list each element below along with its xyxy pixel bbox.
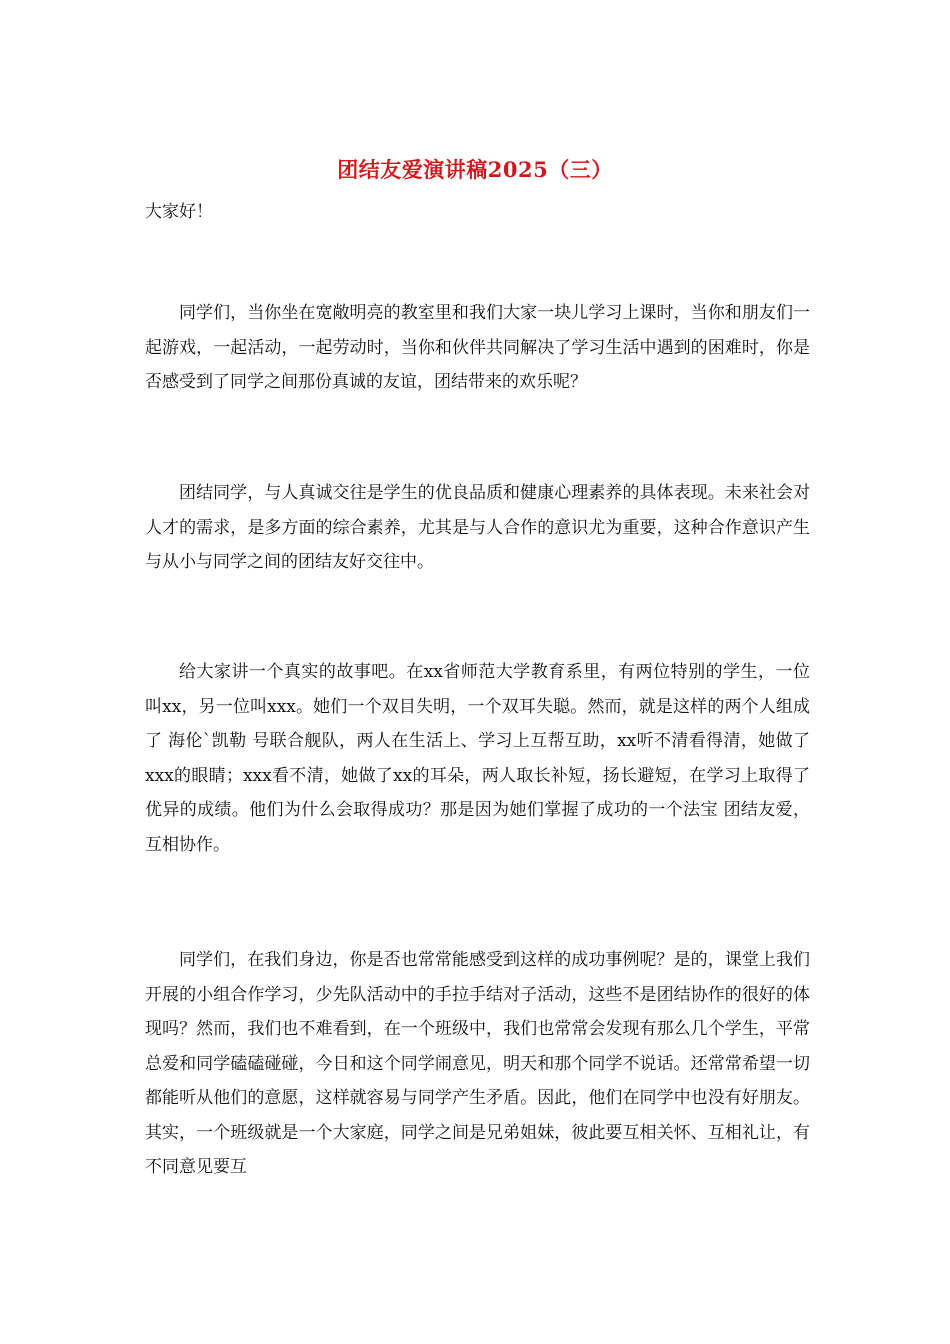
paragraph-1: 同学们，当你坐在宽敞明亮的教室里和我们大家一块儿学习上课时，当你和朋友们一起游戏，一起活动，一起劳动时，当你和伙伴共同解决了学习生活中遇到的困难时，你是否感受到了同学之间那份真诚的友谊，团结带来的欢乐呢？ — [145, 303, 810, 392]
greeting-line: 大家好！ — [145, 202, 213, 222]
paragraph-2: 团结同学，与人真诚交往是学生的优良品质和健康心理素养的具体表现。未来社会对人才的需求，是多方面的综合素养，尤其是与人合作的意识尤为重要，这种合作意识产生与从小与同学之间的团结友好交往中。 — [145, 483, 810, 572]
paragraph-3: 给大家讲一个真实的故事吧。在xx省师范大学教育系里，有两位特别的学生，一位叫xx，另一位叫xxx。她们一个双目失明，一个双耳失聪。然而，就是这样的两个人组成了 海伦`凯勒 号联合舰队，两人在生活上、学习上互帮互助，xx听不清看得清，她做了xxx的眼睛；xxx看不清，她做了xx的耳朵，两人取长补短，扬长避短，在学习上取得了优异的成绩。他们为什么会取得成功？那是因为她们掌握了成功的一个法宝 团结友爱，互相协作。 — [145, 662, 810, 855]
paragraph-4: 同学们，在我们身边，你是否也常常能感受到这样的成功事例呢？是的，课堂上我们开展的小组合作学习，少先队活动中的手拉手结对子活动，这些不是团结协作的很好的体现吗？然而，我们也不难看到，在一个班级中，我们也常常会发现有那么几个学生，平常总爱和同学磕磕碰碰，今日和这个同学闹意见，明天和那个同学不说话。还常常希望一切都能听从他们的意愿，这样就容易与同学产生矛盾。因此，他们在同学中也没有好朋友。其实，一个班级就是一个大家庭，同学之间是兄弟姐妹，彼此要互相关怀、互相礼让，有不同意见要互 — [145, 950, 810, 1177]
document-title: 团结友爱演讲稿2025（三） — [337, 157, 613, 182]
